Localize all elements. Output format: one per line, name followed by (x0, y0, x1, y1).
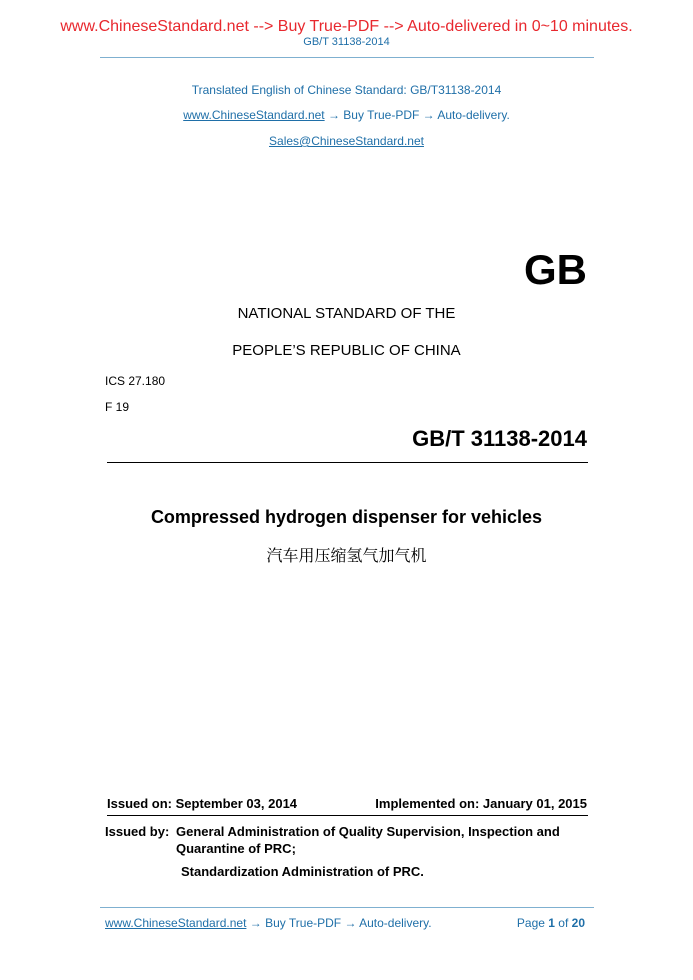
national-standard-line-1: NATIONAL STANDARD OF THE (237, 305, 456, 322)
footer-divider (100, 907, 594, 908)
footer-site-row (105, 916, 432, 930)
issued-by-line-2: Quarantine of PRC; (176, 841, 296, 856)
footer-site-tail: → Buy True-PDF → Auto-delivery. (246, 916, 432, 930)
footer-site-link[interactable]: www.ChineseStandard.net (105, 916, 247, 930)
issued-on: Issued on: September 03, 2014 (107, 796, 298, 811)
page-label: Page (516, 916, 549, 930)
issued-by-line-3: Standardization Administration of PRC. (181, 864, 424, 879)
site-link[interactable]: www.ChineseStandard.net (183, 108, 325, 122)
issued-by-label: Issued by: (105, 824, 170, 839)
document-title-cn: 汽车用压缩氢气加气机 (266, 546, 427, 565)
header-standard-code: GB/T 31138-2014 (303, 36, 390, 48)
document-title-en: Compressed hydrogen dispenser for vehicles (150, 507, 543, 527)
translation-line: Translated English of Chinese Standard: GB/T31138-2014 (191, 83, 502, 97)
translation-site-row (0, 108, 693, 122)
site-tail: → Buy True-PDF → Auto-delivery. (324, 108, 510, 122)
classification-code: F 19 (105, 400, 130, 414)
implemented-on: Implemented on: January 01, 2015 (375, 796, 587, 811)
page-total: 20 (571, 916, 585, 930)
title-divider (107, 462, 588, 463)
page-current: 1 (548, 916, 555, 930)
header-divider (100, 57, 594, 58)
promo-banner[interactable]: www.ChineseStandard.net --> Buy True-PDF --> Auto-delivered in 0~10 minutes. (60, 18, 633, 35)
page-of: of (554, 916, 572, 930)
sales-email-link[interactable]: Sales@ChineseStandard.net (269, 134, 424, 148)
gb-mark: GB (524, 246, 587, 293)
standard-number: GB/T 31138-2014 (412, 426, 587, 451)
issued-by-line-1: General Administration of Quality Supervision, Inspection and (176, 824, 560, 839)
sales-email-row (0, 134, 693, 148)
page-indicator (517, 916, 585, 930)
national-standard-line-2: PEOPLE’S REPUBLIC OF CHINA (232, 342, 461, 359)
dates-divider (107, 815, 588, 816)
ics-code: ICS 27.180 (105, 374, 166, 388)
